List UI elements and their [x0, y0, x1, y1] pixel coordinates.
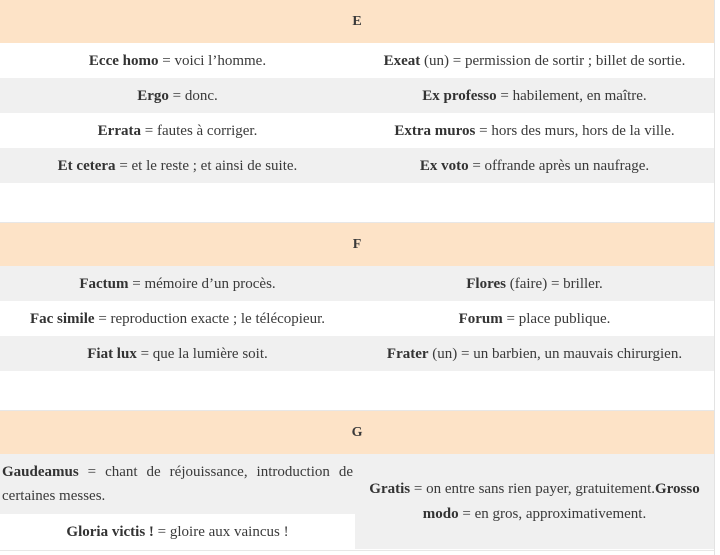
entry: [355, 78, 714, 113]
section-g-table: [0, 411, 714, 549]
entry-term: Extra muros: [394, 122, 476, 139]
entry-definition: = et le reste ; et ainsi de suite.: [115, 157, 298, 174]
entry: [355, 454, 714, 549]
entry: [0, 514, 355, 549]
section-header-f: [0, 223, 714, 266]
table-row: [0, 43, 714, 78]
entry-term: Forum: [458, 310, 503, 327]
entry: [355, 113, 714, 148]
entry-term: Exeat: [383, 52, 421, 69]
entry-definition: = gloire aux vaincus !: [153, 523, 289, 540]
table-row: [0, 78, 714, 113]
section-letter: F: [0, 223, 714, 266]
entry-definition: = hors des murs, hors de la ville.: [475, 122, 675, 139]
table-row: [0, 266, 714, 301]
entry-definition: = on entre sans rien payer, gratuitement.: [410, 480, 655, 497]
entry: [355, 266, 714, 301]
section-header-e: [0, 0, 714, 43]
entry: [0, 43, 355, 78]
entry-term: Fac simile: [29, 310, 95, 327]
entry-term: Gratis: [369, 480, 411, 497]
entry-definition: (un) = un barbien, un mauvais chirurgien.: [428, 345, 683, 362]
entry-term: Et cetera: [57, 157, 116, 174]
entry: [0, 454, 355, 514]
section-e-table: [0, 0, 714, 183]
section-letter: G: [0, 411, 714, 454]
entry: [0, 148, 355, 183]
entry-term: Errata: [97, 122, 141, 139]
entry-term: Grosso modo: [422, 480, 700, 522]
entry-definition: = offrande après un naufrage.: [468, 157, 650, 174]
entry-term: Gaudeamus: [2, 464, 79, 480]
table-row: [0, 301, 714, 336]
entry: [355, 148, 714, 183]
entry-term: Ecce homo: [88, 52, 159, 69]
entry-term: Ex professo: [422, 87, 497, 104]
table-row: [0, 148, 714, 183]
entry-term: Frater: [386, 345, 429, 362]
entry: [355, 336, 714, 371]
entry-definition: = en gros, approximativement.: [458, 505, 647, 522]
divider: [0, 550, 714, 551]
entry-term: Fiat lux: [87, 345, 137, 362]
entry: [355, 301, 714, 336]
entry-definition: = que la lumière soit.: [136, 345, 268, 362]
entry-definition: = habilement, en maître.: [496, 87, 647, 104]
table-row: [0, 454, 714, 514]
entry-definition: = voici l’homme.: [158, 52, 267, 69]
entry-definition: = reproduction exacte ; le télécopieur.: [94, 310, 326, 327]
entry: [0, 266, 355, 301]
section-letter: E: [0, 0, 714, 43]
entry-definition: = chant de réjouissance, introduction de certaines messes.: [2, 464, 353, 504]
entry: [0, 78, 355, 113]
page-edge: [714, 0, 715, 555]
entry-definition: (faire) = briller.: [505, 275, 603, 292]
entry-definition: (un) = permission de sortir ; billet de sortie.: [420, 52, 686, 69]
entry: [0, 113, 355, 148]
entry-term: Gloria victis !: [66, 523, 154, 540]
entry-definition: = place publique.: [502, 310, 611, 327]
table-row: [0, 113, 714, 148]
section-f-table: [0, 223, 714, 371]
entry: [0, 336, 355, 371]
table-row: [0, 336, 714, 371]
entry-definition: = donc.: [168, 87, 218, 104]
entry: [355, 43, 714, 78]
entry-term: Ergo: [137, 87, 169, 104]
entry-term: Ex voto: [419, 157, 469, 174]
section-header-g: [0, 411, 714, 454]
entry: [0, 301, 355, 336]
entry-term: Factum: [79, 275, 129, 292]
entry-definition: = fautes à corriger.: [141, 122, 258, 139]
entry-term: Flores: [466, 275, 506, 292]
entry-definition: = mémoire d’un procès.: [128, 275, 276, 292]
